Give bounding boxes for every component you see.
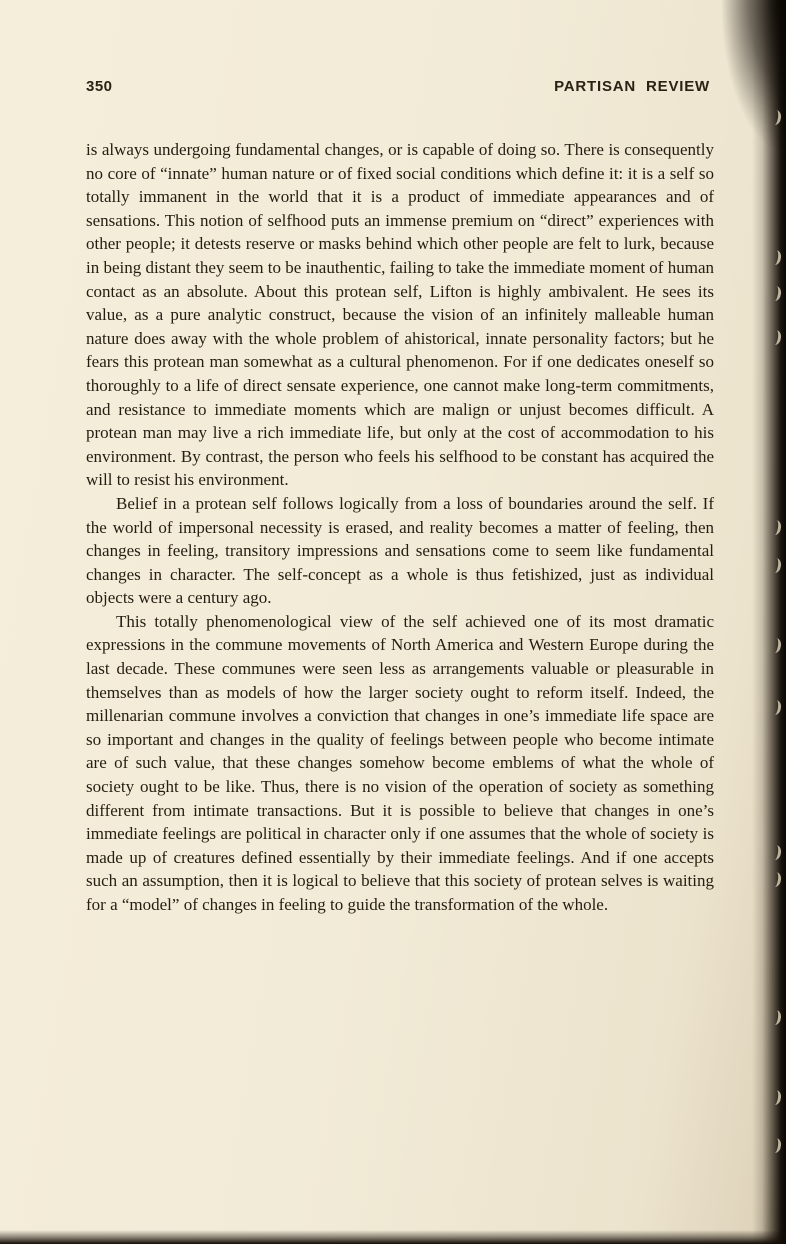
book-binding-edge <box>752 0 786 1244</box>
page-bottom-edge <box>0 1230 786 1244</box>
paragraph: This totally phenomenological view of the self achieved one of its most dramatic expressions in the commune movements of North America and Western Europe during the last decade. These communes were seen less as arrangements valuable or pleasurable in themselves than as models of how the larger society ought to reform itself. Indeed, the millenarian commune involves a conviction that changes in one’s immediate life space are so important and changes in the quality of feelings between people who become intimate are of such value, that these changes somehow become emblems of what the whole of society ought to be like. Thus, there is no vision of the operation of society as something different from intimate transactions. But it is possible to believe that changes in one’s immediate feelings are political in character only if one assumes that the whole of society is made up of creatures defined essentially by their immediate feelings. And if one accepts such an assumption, then it is logical to believe that this society of protean selves is waiting for a “model” of changes in feeling to guide the transformation of the whole. <box>86 611 714 914</box>
page-header <box>86 78 710 95</box>
page-number: 350 <box>86 78 113 95</box>
page-corner-shadow <box>722 0 786 150</box>
paragraph: is always undergoing fundamental changes, or is capable of doing so. There is consequently no core of “innate” human nature or of fixed social conditions which define it: it is a self so totally immanent in the world that it is a product of immediate appearances and of sensations. This notion of selfhood puts an immense premium on “direct” experiences with other people; it detests reserve or masks behind which other people are felt to lurk, because in being distant they seem to be inauthentic, failing to take the immediate moment of human contact as an absolute. About this protean self, Lifton is highly ambivalent. He sees its value, as a pure analytic construct, because the vision of an infinitely malleable human nature does away with the whole problem of ahistorical, innate personality factors; but he fears this protean man somewhat as a cultural phenomenon. For if one dedicates oneself so thoroughly to a life of direct sensate experience, one cannot make long-term commitments, and resistance to immediate moments which are malign or unjust becomes difficult. A protean man may live a rich immediate life, but only at the cost of accommodation to his environment. By contrast, the person who feels his selfhood to be constant has acquired the will to resist his environment. <box>86 140 714 490</box>
paragraph: Belief in a protean self follows logically from a loss of boundaries around the self. If the world of impersonal necessity is erased, and reality becomes a matter of feeling, then changes in feeling, transitory impressions and sensations come to seem like fundamental changes in character. The self-concept as a whole is thus fetishized, just as individual objects were a century ago. <box>86 493 714 608</box>
page-body <box>86 138 714 917</box>
journal-title: PARTISAN REVIEW <box>554 78 710 95</box>
